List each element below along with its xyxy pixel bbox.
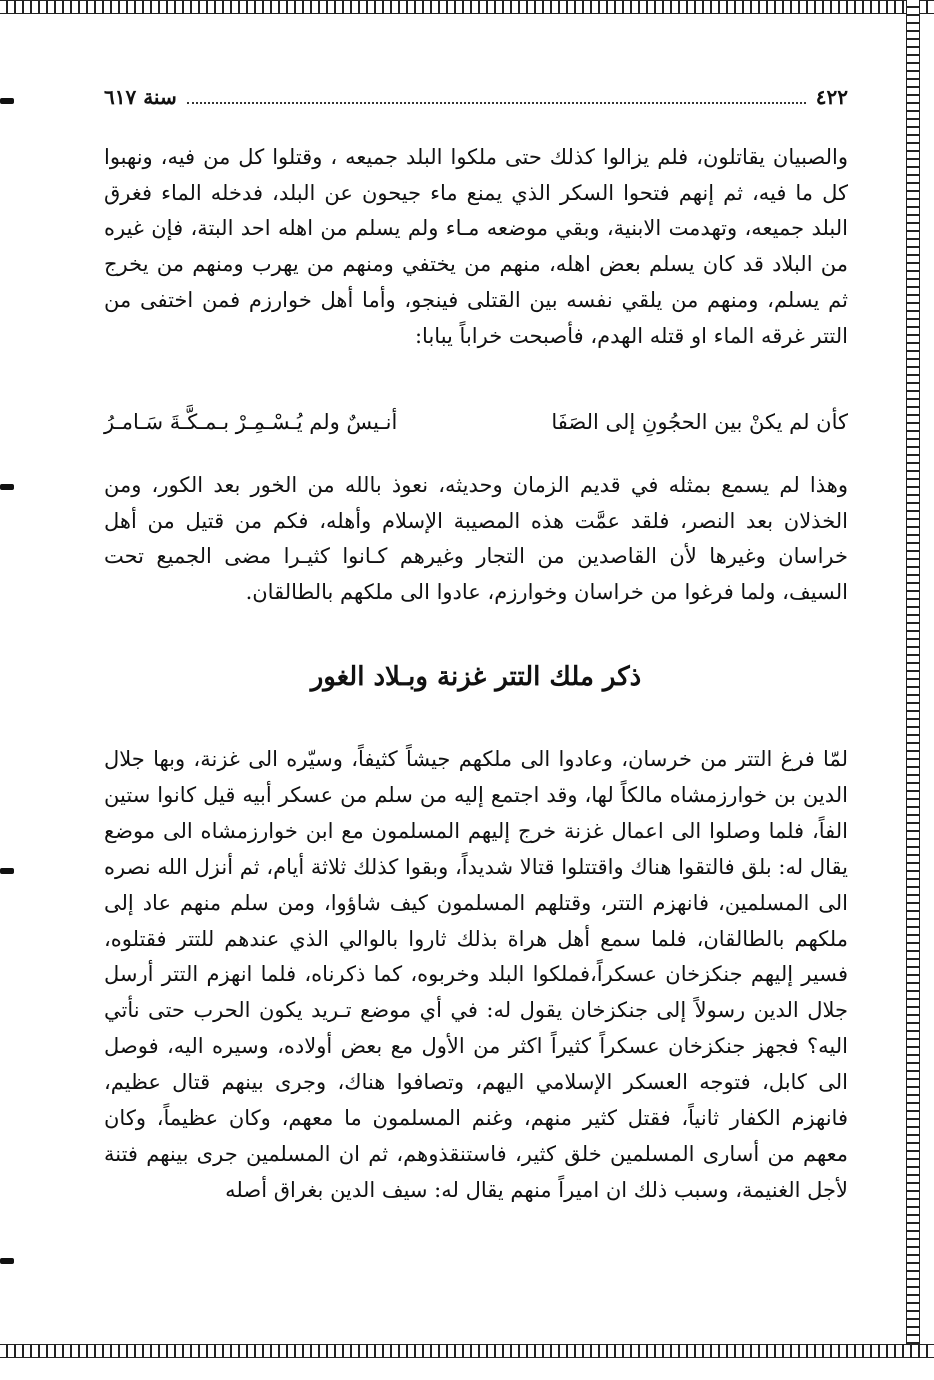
year-label: سنة ٦١٧ [104,85,177,109]
margin-mark [0,1258,14,1264]
ornamental-border-right [906,0,920,1358]
margin-mark [0,98,14,104]
poem-verse [104,410,848,450]
margin-mark [0,484,14,490]
poem-hemistich-2: أنـيسٌ ولم يُـسْـمِـرْ بـمـكَّـةَ سَـامـرُ [104,410,398,434]
page-number: ٤٢٢ [815,85,848,109]
running-header [104,82,848,112]
header-dotted-leader [187,90,806,104]
paragraph-2: وهذا لم يسمع بمثله في قديم الزمان وحديثه، نعوذ بالله من الخور بعد الكور، ومن الخذلان بعد النصر، فلقد عمَّت هذه المصيبة الإسلام وأهله، فكم من قتيل من أهل خراسان وغيرها لأن القاصدين من التجار وغيرهم كـانوا كثيـرا مضى الجميع تحت السيف، ولما فرغوا من خراسان وخوارزم، عادوا الى ملكهم بالطالقان. [104,473,848,605]
section-heading: ذكر ملك التتر غزنة وبـلاد الغور [310,662,642,692]
ornamental-border-bottom [0,1344,934,1358]
poem-hemistich-1: كأن لم يكنْ بين الحجُونِ إلى الصَفَا [551,410,848,434]
paragraph-1: والصبيان يقاتلون، فلم يزالوا كذلك حتى ملكوا البلد جميعه ، وقتلوا كل من فيه، ونهبوا كل ما فيه، ثم إنهم فتحوا السكر الذي يمنع ماء جيحون عن البلد، فدخله الماء فغرق البلد جميعه، وتهدمت الابنية، وبقي موضعه مـاء ولم يسلم من اهله احد البتة، فإن غيره من البلاد قد كان يسلم بعض اهله، منهم من يختفي ومنهم من يهرب ومنهم من يخرج ثم يسلم، ومنهم من يلقي نفسه بين القتلى فينجو، وأما أهل خوارزم فمن اختفى من التتر غرقه الماء او قتله الهدم، فأصبحت خراباً يبابا: [104,145,848,348]
margin-mark [0,868,14,874]
paragraph-3: لمّا فرغ التتر من خرسان، وعادوا الى ملكهم جيشاً كثيفاً، وسيّره الى غزنة، وبها جلال الدين بن خوارزمشاه مالكاً لها، وقد اجتمع إليه من سلم من عسكر أبيه قيل كانوا ستين الفاً، فلما وصلوا الى اعمال غزنة خرج إليهم المسلمون مع ابن خوارزمشاه الى موضع يقال له: بلق فالتقوا هناك واقتتلوا قتالا شديداً، وبقوا كذلك ثلاثة أيام، ثم أنزل الله نصره الى المسلمين، فانهزم التتر، وقتلهم المسلمون كيف شاؤوا، ومن سلم منهم عاد إلى ملكهم بالطالقان، فلما سمع أهل هراة بذلك ثاروا بالوالي الذي عندهم للتتر فقتلوه، فسير إليهم جنكزخان عسكراً،فملكوا البلد وخربوه، كما ذكرناه، فلما انهزم التتر أرسل جلال الدين رسولاً إلى جنكزخان يقول له: في أي موضع تـريد يكون الحرب حتى نأتي اليه؟ فجهز جنكزخان عسكراً كثيراً اكثر من الأول مع بعض أولاده، وسيره اليه، فوصل الى كابل، فتوجه العسكر الإسلامي اليهم، وتصافوا هناك، وجرى بينهم قتال عظيم، فانهزم الكفار ثانياً، فقتل كثير منهم، وغنم المسلمون ما معهم، وكان عظيماً، وكان معهم من أسارى المسلمين خلق كثير، فاستنقذوهم، ثم ان المسلمين جرى بينهم فتنة لأجل الغنيمة، وسبب ذلك ان اميراً منهم يقال له: سيف الدين بغراق أصله [104,747,848,1202]
ornamental-border-top [0,0,934,14]
